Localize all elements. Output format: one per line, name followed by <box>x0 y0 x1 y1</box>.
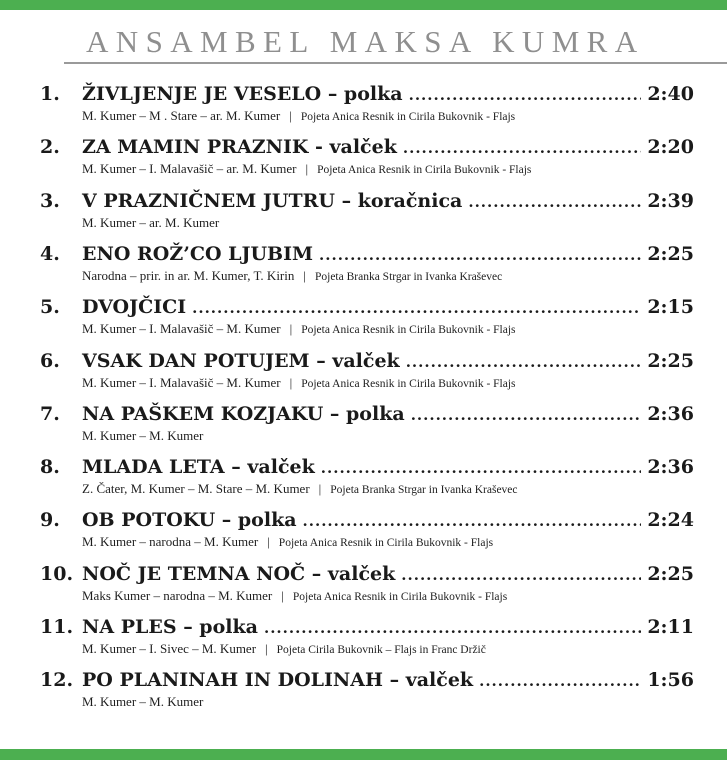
track-duration: 2:36 <box>647 456 694 478</box>
track-title-line <box>82 615 694 639</box>
track-credits-line <box>82 268 502 285</box>
credits-separator: | <box>305 161 309 176</box>
track-credits: M. Kumer – I. Malavašič – M. Kumer <box>82 375 281 390</box>
track-credits-line <box>82 588 507 605</box>
track-performers: Pojeta Anica Resnik in Cirila Bukovnik - Flajs <box>301 324 516 336</box>
track-title-line <box>82 402 694 426</box>
track-duration: 2:39 <box>647 190 694 212</box>
track-row <box>0 402 727 456</box>
track-credits: Narodna – prir. in ar. M. Kumer, T. Kirin <box>82 268 295 283</box>
track-credits: M. Kumer – ar. M. Kumer <box>82 215 220 230</box>
credits-separator: | <box>265 641 268 656</box>
track-title: PO PLANINAH IN DOLINAH – valček <box>82 669 474 691</box>
dot-leader <box>192 296 641 320</box>
track-performers: Pojeta Anica Resnik in Cirila Bukovnik - Flajs <box>292 591 508 603</box>
track-credits: M. Kumer – I. Malavašič – ar. M. Kumer <box>82 161 297 176</box>
track-row <box>0 615 727 669</box>
track-performers: Pojeta Cirila Bukovnik – Flajs in Franc Držič <box>276 644 486 656</box>
track-credits-line <box>82 694 203 710</box>
track-row <box>0 295 727 349</box>
track-performers: Pojeta Anica Resnik in Cirila Bukovnik - Flajs <box>317 164 532 176</box>
track-number: 1. <box>40 83 60 105</box>
track-credits: Maks Kumer – narodna – M. Kumer <box>82 588 273 603</box>
track-number: 7. <box>40 403 60 425</box>
track-row <box>0 562 727 616</box>
track-row <box>0 135 727 189</box>
track-credits-line <box>82 641 486 658</box>
track-performers: Pojeta Anica Resnik in Cirila Bukovnik - Flajs <box>300 111 516 123</box>
track-number: 5. <box>40 296 60 318</box>
credits-separator: | <box>281 588 284 603</box>
track-performers: Pojeta Anica Resnik in Cirila Bukovnik - Flajs <box>301 378 516 390</box>
track-number: 10. <box>40 563 74 585</box>
track-row <box>0 508 727 562</box>
track-performers: Pojeta Branka Strgar in Ivanka Kraševec <box>330 484 518 496</box>
track-title: V PRAZNIČNEM JUTRU – koračnica <box>82 190 463 212</box>
track-row <box>0 668 727 722</box>
track-number: 12. <box>40 669 74 691</box>
dot-leader <box>303 509 642 533</box>
credits-separator: | <box>318 481 322 496</box>
track-credits: M. Kumer – M . Stare – ar. M. Kumer <box>82 108 281 123</box>
track-row <box>0 455 727 509</box>
track-title: ENO ROŽ’CO LJUBIM <box>82 243 314 265</box>
track-credits: Z. Čater, M. Kumer – M. Stare – M. Kumer <box>82 481 310 496</box>
track-duration: 2:40 <box>647 83 694 105</box>
track-credits: M. Kumer – I. Sivec – M. Kumer <box>82 641 257 656</box>
dot-leader <box>321 456 642 480</box>
track-performers: Pojeta Anica Resnik in Cirila Bukovnik - Flajs <box>278 537 494 549</box>
track-credits-line <box>82 481 518 498</box>
bottom-green-bar <box>0 749 727 760</box>
track-credits-line <box>82 534 493 551</box>
dot-leader <box>406 350 642 374</box>
track-title-line <box>82 455 694 479</box>
track-duration: 2:25 <box>647 563 694 585</box>
credits-separator: | <box>289 375 293 390</box>
track-number: 2. <box>40 136 60 158</box>
track-credits-line <box>82 215 219 231</box>
track-number: 9. <box>40 509 60 531</box>
track-row <box>0 189 727 243</box>
track-title-line <box>82 242 694 266</box>
track-title: NA PAŠKEM KOZJAKU – polka <box>82 403 405 425</box>
track-duration: 2:15 <box>647 296 694 318</box>
dot-leader <box>468 190 641 214</box>
track-row <box>0 242 727 296</box>
track-duration: 2:11 <box>647 616 694 638</box>
dot-leader <box>403 136 641 160</box>
track-credits: M. Kumer – narodna – M. Kumer <box>82 534 259 549</box>
track-number: 11. <box>40 616 74 638</box>
track-number: 3. <box>40 190 60 212</box>
track-number: 8. <box>40 456 60 478</box>
track-title-line <box>82 82 694 106</box>
track-title: VSAK DAN POTUJEM – valček <box>82 350 400 372</box>
track-row <box>0 349 727 403</box>
dot-leader <box>411 403 642 427</box>
track-duration: 1:56 <box>647 669 694 691</box>
track-title: NOČ JE TEMNA NOČ – valček <box>82 563 396 585</box>
track-title: MLADA LETA – valček <box>82 456 315 478</box>
credits-separator: | <box>267 534 270 549</box>
track-title-line <box>82 508 694 532</box>
track-title: ZA MAMIN PRAZNIK - valček <box>82 136 397 158</box>
track-title-line <box>82 668 694 692</box>
track-credits: M. Kumer – M. Kumer <box>82 428 204 443</box>
track-title: OB POTOKU – polka <box>82 509 297 531</box>
credits-separator: | <box>303 268 306 283</box>
track-credits: M. Kumer – M. Kumer <box>82 694 204 709</box>
dot-leader <box>479 669 641 693</box>
track-number: 4. <box>40 243 60 265</box>
track-duration: 2:24 <box>647 509 694 531</box>
track-performers: Pojeta Branka Strgar in Ivanka Kraševec <box>314 271 503 283</box>
track-duration: 2:20 <box>647 136 694 158</box>
track-title-line <box>82 562 694 586</box>
track-title-line <box>82 349 694 373</box>
album-title: ANSAMBEL MAKSA KUMRA <box>86 24 645 59</box>
track-credits-line <box>82 321 516 338</box>
track-title-line <box>82 135 694 159</box>
track-number: 6. <box>40 350 60 372</box>
track-duration: 2:36 <box>647 403 694 425</box>
track-title: NA PLES – polka <box>82 616 258 638</box>
track-title: DVOJČICI <box>82 296 187 318</box>
track-credits-line <box>82 428 203 444</box>
track-title-line <box>82 189 694 213</box>
track-title: ŽIVLJENJE JE VESELO – polka <box>82 83 403 105</box>
track-credits-line <box>82 161 531 178</box>
credits-separator: | <box>289 108 292 123</box>
dot-leader <box>401 563 641 587</box>
track-row <box>0 82 727 136</box>
track-duration: 2:25 <box>647 243 694 265</box>
track-duration: 2:25 <box>647 350 694 372</box>
track-title-line <box>82 295 694 319</box>
track-credits-line <box>82 108 515 125</box>
track-credits-line <box>82 375 516 392</box>
credits-separator: | <box>289 321 293 336</box>
dot-leader <box>264 616 641 640</box>
dot-leader <box>319 243 641 267</box>
dot-leader <box>409 83 642 107</box>
track-credits: M. Kumer – I. Malavašič – M. Kumer <box>82 321 281 336</box>
